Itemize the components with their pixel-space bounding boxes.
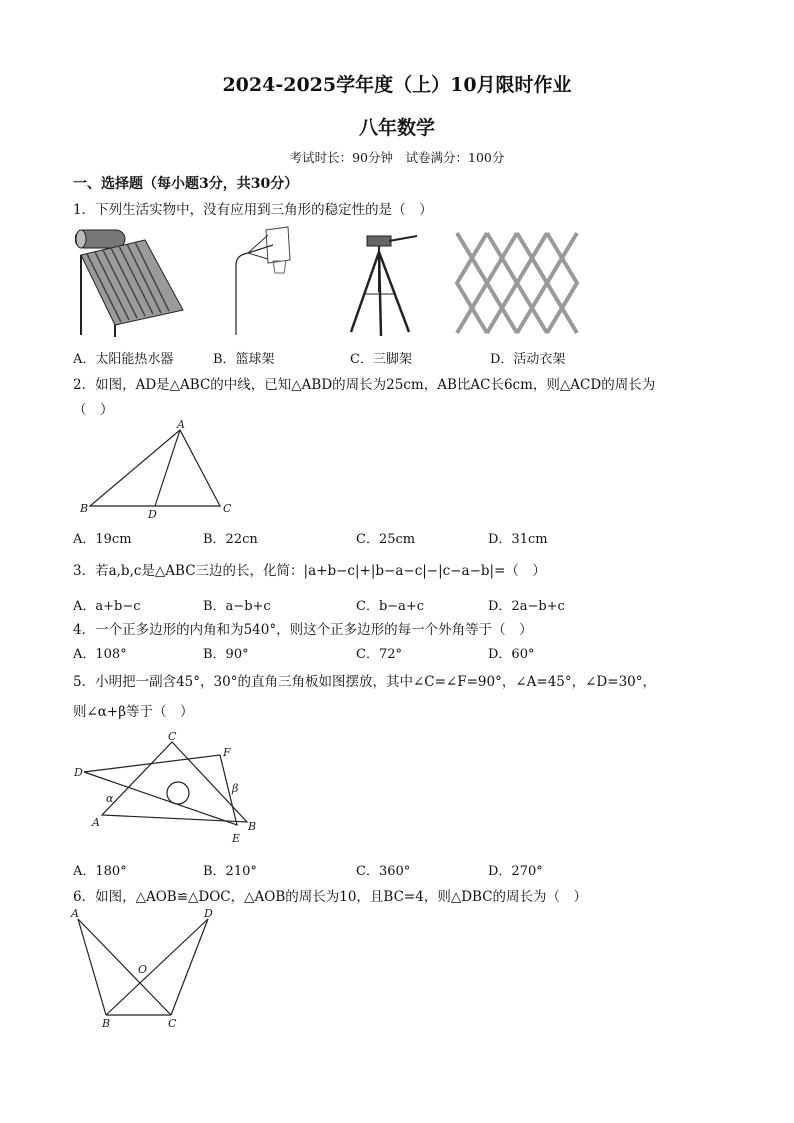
option-c: C．三脚架 <box>350 352 412 367</box>
label-b: B <box>102 1017 111 1029</box>
solar-water-heater-image <box>75 225 185 340</box>
option-b: B．篮球架 <box>213 352 275 367</box>
tripod-image <box>345 232 425 340</box>
label-c: C <box>168 730 177 743</box>
subject-title: 八年数学 <box>358 117 435 139</box>
label-alpha: α <box>106 792 114 805</box>
label-a: A <box>71 907 79 920</box>
option-d: D．270° <box>488 864 543 879</box>
option-a: A．19cm <box>73 532 132 547</box>
label-a: A <box>92 816 100 829</box>
label-a: A <box>177 418 185 431</box>
option-c: C．25cm <box>356 532 416 547</box>
option-b: B．22cn <box>203 532 258 547</box>
label-b: B <box>248 820 257 833</box>
option-c: C．360° <box>356 864 411 879</box>
label-beta: β <box>232 782 239 795</box>
question-2-stem-cont: （ ） <box>73 402 114 418</box>
option-c: C．b−a+c <box>356 599 425 614</box>
label-f: F <box>223 746 231 759</box>
folding-rack-image <box>455 228 580 338</box>
label-d: D <box>204 907 213 920</box>
question-3-stem: 3．若a,b,c是△ABC三边的长，化简：|a+b−c|+|b−a−c|−|c−a−b|=（ ） <box>73 563 546 579</box>
triangle-abc-figure <box>80 418 240 520</box>
option-a: A．a+b−c <box>73 599 141 614</box>
option-d: D．31cm <box>488 532 548 547</box>
option-b: B．a−b+c <box>203 599 271 614</box>
question-5-stem-cont: 则∠α+β等于（ ） <box>73 704 194 720</box>
label-c: C <box>168 1017 177 1029</box>
question-5-stem: 5．小明把一副含45°，30°的直角三角板如图摆放，其中∠C=∠F=90°，∠A=45°，∠D=30°， <box>73 674 656 690</box>
exam-title: 2024-2025学年度（上）10月限时作业 <box>222 74 572 96</box>
exam-info: 考试时长：90分钟 试卷满分：100分 <box>289 150 505 165</box>
label-e: E <box>232 832 241 845</box>
question-1-stem: 1．下列生活实物中，没有应用到三角形的稳定性的是（ ） <box>73 202 433 218</box>
label-b: B <box>80 502 89 515</box>
label-o: O <box>138 963 148 976</box>
basketball-stand-image <box>228 225 293 340</box>
option-d: D．活动衣架 <box>490 352 566 367</box>
option-d: D．60° <box>488 647 535 662</box>
option-d: D．2a−b+c <box>488 599 565 614</box>
option-a: A．108° <box>73 647 127 662</box>
section-heading: 一、选择题（每小题3分，共30分） <box>73 176 299 192</box>
question-2-stem: 2．如图，AD是△ABC的中线，已知△ABD的周长为25cm，AB比AC长6cm，则△ACD的周长为 <box>73 377 656 393</box>
option-c: C．72° <box>356 647 402 662</box>
label-d: D <box>74 766 83 779</box>
congruent-triangles-figure <box>66 907 221 1029</box>
label-d: D <box>148 508 157 520</box>
option-b: B．210° <box>203 864 257 879</box>
set-squares-figure <box>72 730 262 855</box>
option-a: A．180° <box>73 864 127 879</box>
option-a: A．太阳能热水器 <box>73 352 174 367</box>
label-c: C <box>223 502 232 515</box>
question-4-stem: 4．一个正多边形的内角和为540°，则这个正多边形的每一个外角等于（ ） <box>73 622 533 638</box>
question-6-stem: 6．如图，△AOB≌△DOC，△AOB的周长为10，且BC=4，则△DBC的周长为（ ） <box>73 889 588 905</box>
option-b: B．90° <box>203 647 249 662</box>
